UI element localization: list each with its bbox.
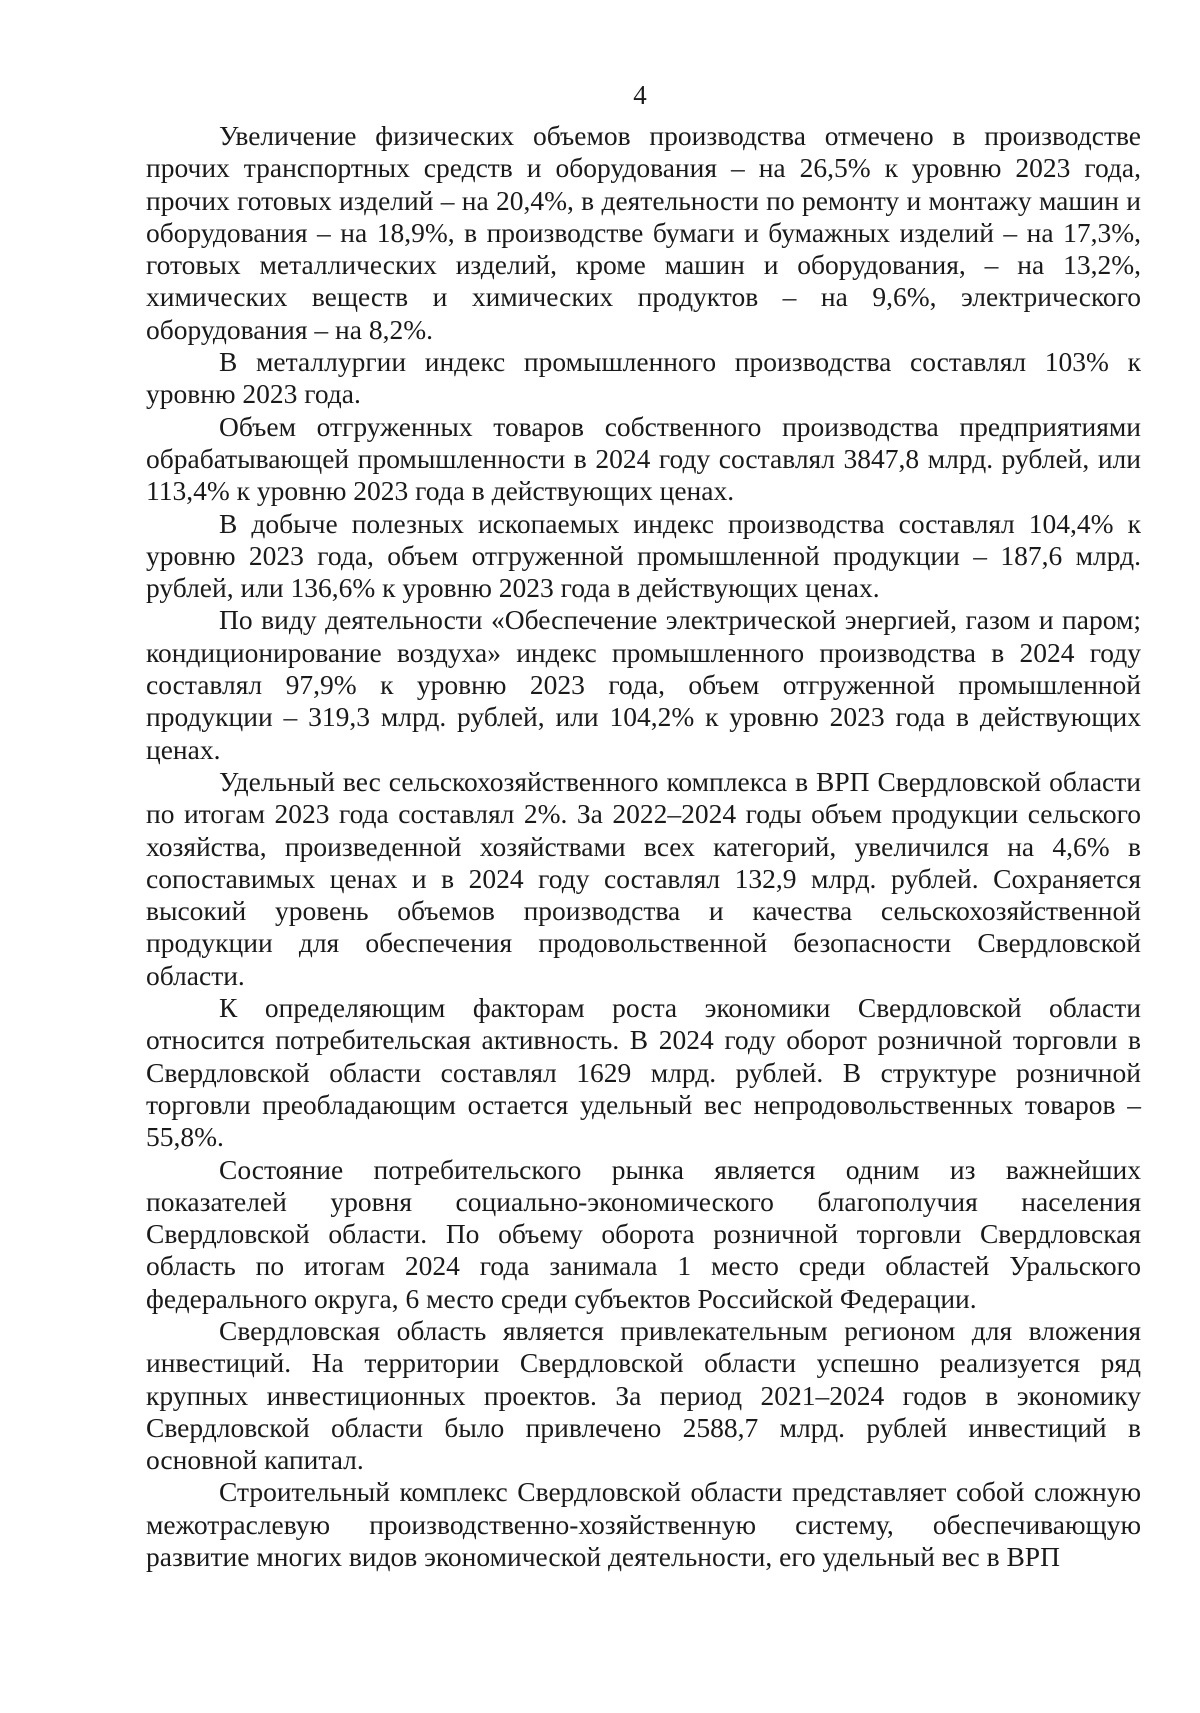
paragraph-mining: В добыче полезных ископаемых индекс производства составлял 104,4% к уровню 2023 года, объем отгруженной промышленной продукции – 187,6 млрд. рублей, или 136,6% к уровню 2023 года в действующих ценах. — [146, 507, 1141, 604]
paragraph-energy-supply: По виду деятельности «Обеспечение электрической энергией, газом и паром; кондиционирование воздуха» индекс промышленного производства в 2024 году составлял 97,9% к уровню 2023 года, объем отгруженной промышленной продукции – 319,3 млрд. рублей, или 104,2% к уровню 2023 года в действующих ценах. — [146, 604, 1141, 765]
paragraph-manufacturing-shipments: Объем отгруженных товаров собственного производства предприятиями обрабатывающей промышленности в 2024 году составлял 3847,8 млрд. рублей, или 113,4% к уровню 2023 года в действующих ценах. — [146, 410, 1141, 507]
paragraph-agriculture: Удельный вес сельскохозяйственного комплекса в ВРП Свердловской области по итогам 2023 года составлял 2%. За 2022–2024 годы объем продукции сельского хозяйства, произведенной хозяйствами всех категорий, увеличился на 4,6% в сопоставимых ценах и в 2024 году составлял 132,9 млрд. рублей. Сохраняется высокий уровень объемов производства и качества сельскохозяйственной продукции для обеспечения продовольственной безопасности Свердловской области. — [146, 765, 1141, 991]
paragraph-construction: Строительный комплекс Свердловской области представляет собой сложную межотраслевую производственно-хозяйственную систему, обеспечивающую развитие многих видов экономической деятельности, его удельный вес в ВРП — [146, 1476, 1141, 1573]
paragraph-production-growth: Увеличение физических объемов производства отмечено в производстве прочих транспортных средств и оборудования – на 26,5% к уровню 2023 года, прочих готовых изделий – на 20,4%, в деятельности по ремонту и монтажу машин и оборудования – на 18,9%, в производстве бумаги и бумажных изделий – на 17,3%, готовых металлических изделий, кроме машин и оборудования, – на 13,2%, химических веществ и химических продуктов – на 9,6%, электрического оборудования – на 8,2%. — [146, 120, 1141, 345]
page-number: 4 — [633, 80, 647, 110]
paragraph-retail-trade: К определяющим факторам роста экономики Свердловской области относится потребительская активность. В 2024 году оборот розничной торговли в Свердловской области составлял 1629 млрд. рублей. В структуре розничной торговли преобладающим остается удельный вес непродовольственных товаров – 55,8%. — [146, 992, 1141, 1153]
paragraph-metallurgy: В металлургии индекс промышленного производства составлял 103% к уровню 2023 года. — [146, 346, 1141, 410]
paragraph-consumer-market: Состояние потребительского рынка является одним из важнейших показателей уровня социально-экономического благополучия населения Свердловской области. По объему оборота розничной торговли Свердловская область по итогам 2024 года занимала 1 место среди областей Уральского федерального округа, 6 место среди субъектов Российской Федерации. — [146, 1153, 1141, 1314]
document-body — [146, 120, 1141, 1573]
paragraph-investments: Свердловская область является привлекательным регионом для вложения инвестиций. На территории Свердловской области успешно реализуется ряд крупных инвестиционных проектов. За период 2021–2024 годов в экономику Свердловской области было привлечено 2588,7 млрд. рублей инвестиций в основной капитал. — [146, 1314, 1141, 1476]
